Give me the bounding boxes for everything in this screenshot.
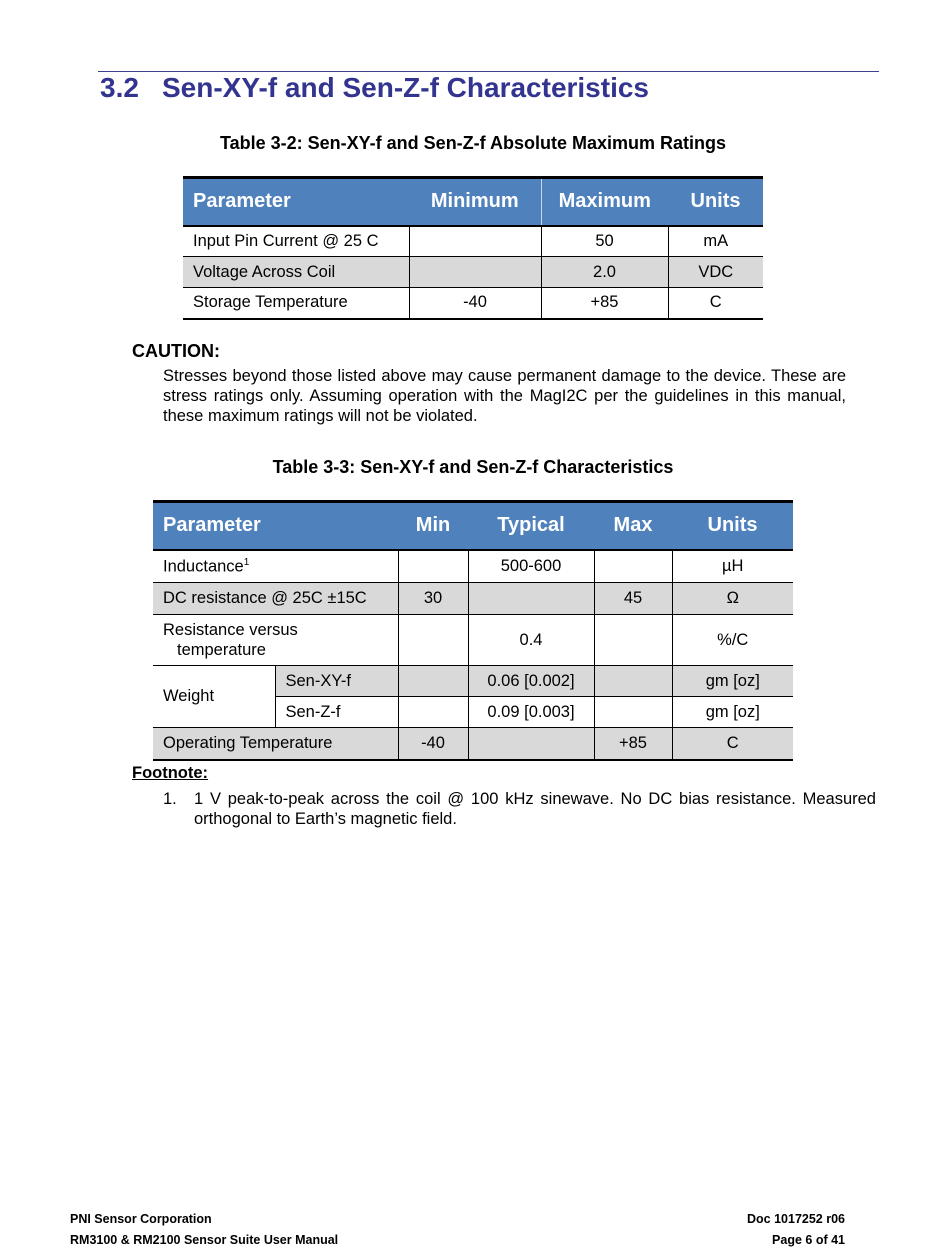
cell-max [594, 666, 672, 697]
table-row-weight-xy [153, 666, 793, 697]
cell-typical [468, 583, 594, 615]
footnote-item [163, 789, 876, 829]
caution-text: Stresses beyond those listed above may cause permanent damage to the device. These are stress ratings only. Assuming operation with the MagI2C per the guidelines in this manual, these maximum ratings will not be violated. [163, 367, 846, 425]
section-title: Sen-XY-f and Sen-Z-f Characteristics [162, 72, 650, 103]
cell-units: VDC [668, 257, 763, 288]
inductance-label: Inductance [163, 557, 244, 575]
cell-subparameter: Sen-XY-f [275, 666, 398, 697]
cell-max [594, 615, 672, 666]
header-max: Max [594, 502, 672, 550]
cell-min [398, 550, 468, 583]
cell-units: %/C [672, 615, 793, 666]
cell-min: -40 [398, 728, 468, 760]
footnote-number: 1. [163, 790, 177, 808]
footer-page-number: Page 6 of 41 [772, 1233, 845, 1247]
cell-units: Ω [672, 583, 793, 615]
table-row [183, 288, 763, 319]
cell-units: gm [oz] [672, 697, 793, 728]
cell-minimum: -40 [409, 288, 541, 319]
header-min: Min [398, 502, 468, 550]
cell-minimum [409, 257, 541, 288]
resistance-label-line2: temperature [177, 641, 266, 659]
cell-typical: 0.06 [0.002] [468, 666, 594, 697]
cell-subparameter: Sen-Z-f [275, 697, 398, 728]
cell-units: µH [672, 550, 793, 583]
cell-parameter: Voltage Across Coil [183, 257, 409, 288]
table-row-operating-temperature [153, 728, 793, 760]
table-row-dc-resistance [153, 583, 793, 615]
footer-doc-number: Doc 1017252 r06 [747, 1212, 845, 1226]
cell-units: C [672, 728, 793, 760]
cell-typical: 0.09 [0.003] [468, 697, 594, 728]
cell-maximum: +85 [541, 288, 668, 319]
footnote-text: 1 V peak-to-peak across the coil @ 100 kHz sinewave. No DC bias resistance. Measured orthogonal to Earth’s magnetic field. [194, 790, 876, 828]
table-header-row [183, 178, 763, 226]
cell-typical [468, 728, 594, 760]
cell-units: gm [oz] [672, 666, 793, 697]
footer-company: PNI Sensor Corporation [70, 1212, 212, 1226]
cell-min [398, 666, 468, 697]
section-heading [100, 72, 649, 104]
cell-weight-label: Weight [153, 666, 275, 728]
table-row-inductance [153, 550, 793, 583]
cell-min: 30 [398, 583, 468, 615]
cell-parameter: DC resistance @ 25C ±15C [153, 583, 398, 615]
cell-parameter: Storage Temperature [183, 288, 409, 319]
table-row-resistance-temperature [153, 615, 793, 666]
cell-parameter [153, 550, 398, 583]
cell-typical: 0.4 [468, 615, 594, 666]
cell-minimum [409, 226, 541, 257]
footnote-ref: 1 [243, 556, 250, 568]
cell-units: mA [668, 226, 763, 257]
header-minimum: Minimum [409, 178, 541, 226]
caution-title: CAUTION: [132, 341, 220, 361]
section-number: 3.2 [100, 72, 139, 103]
header-parameter: Parameter [183, 178, 409, 226]
characteristics-table [153, 500, 793, 761]
table-header-row [153, 502, 793, 550]
header-typical: Typical [468, 502, 594, 550]
cell-units: C [668, 288, 763, 319]
cell-max: +85 [594, 728, 672, 760]
footnote-title: Footnote: [132, 764, 209, 782]
cell-min [398, 615, 468, 666]
cell-min [398, 697, 468, 728]
table-3-3-caption: Table 3-3: Sen-XY-f and Sen-Z-f Characteristics [272, 457, 674, 477]
cell-typical: 500-600 [468, 550, 594, 583]
header-units: Units [668, 178, 763, 226]
cell-max [594, 550, 672, 583]
cell-parameter [153, 615, 398, 666]
footer-manual: RM3100 & RM2100 Sensor Suite User Manual [70, 1233, 339, 1247]
cell-max [594, 697, 672, 728]
header-parameter: Parameter [153, 502, 398, 550]
table-row [183, 226, 763, 257]
cell-maximum: 2.0 [541, 257, 668, 288]
cell-max: 45 [594, 583, 672, 615]
resistance-label-line1: Resistance versus [163, 621, 298, 639]
header-maximum: Maximum [541, 178, 668, 226]
header-units: Units [672, 502, 793, 550]
cell-parameter: Operating Temperature [153, 728, 398, 760]
table-row [183, 257, 763, 288]
absolute-max-ratings-table [183, 176, 763, 320]
cell-parameter: Input Pin Current @ 25 C [183, 226, 409, 257]
table-3-2-caption: Table 3-2: Sen-XY-f and Sen-Z-f Absolute Maximum Ratings [219, 133, 727, 153]
cell-maximum: 50 [541, 226, 668, 257]
